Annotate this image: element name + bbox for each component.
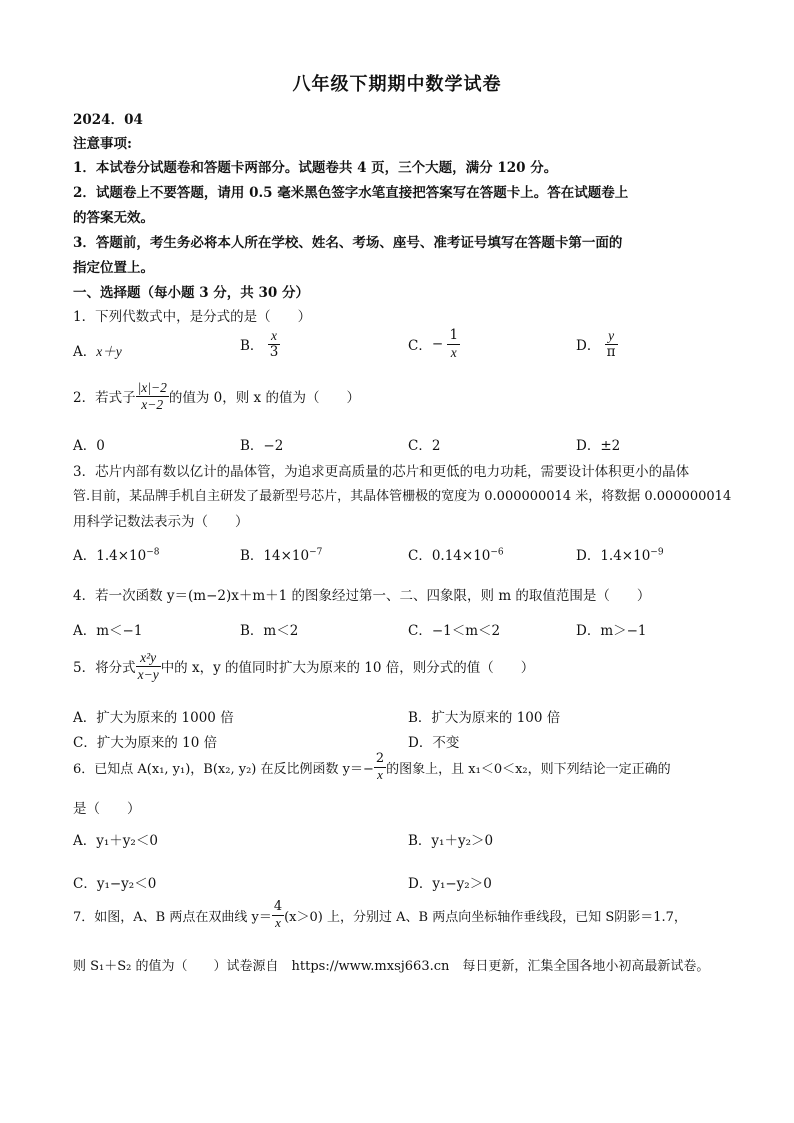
q4-option-c: C．−1＜m＜2	[408, 623, 501, 639]
notice-item-2: 2．试题卷上不要答题，请用 0.5 毫米黑色签字水笔直接把答案写在答题卡上。答在试题卷上	[73, 185, 629, 201]
q6-option-a: A．y₁＋y₂＜0	[73, 833, 158, 849]
q3-option-d: D．$1.4\times 10^{-9}$	[576, 547, 664, 564]
page-title: 八年级下期期中数学试卷	[292, 74, 502, 95]
q3-stem-line-3: 用科学记数法表示为（ ）	[73, 514, 249, 530]
q4-stem: 4．若一次函数 y＝(m−2)x＋m＋1 的图象经过第一、二、四象限，则 m 的取值范围是（ ）	[73, 588, 651, 604]
q7-stem: 7．如图，A、B 两点在双曲线 y＝ $\frac{4}{x}$ (x＞0) 上，分别过 A、B 两点向坐标轴作垂线段，已知 S阴影＝1.7，	[73, 899, 687, 930]
q3-option-a: A．$1.4\times 10^{-8}$	[73, 547, 160, 564]
notice-item-2-cont: 的答案无效。	[73, 210, 154, 226]
q1-option-d: D． $\frac{y}{\pi}$	[576, 328, 616, 360]
q3-option-c: C．$0.14\times 10^{-6}$	[408, 547, 504, 564]
q4-option-b: B．m＜2	[240, 623, 299, 639]
q3-stem-line-2: 管.目前，某品牌手机自主研发了最新型号芯片，其晶体管栅极的宽度为 0.000000014 米，将数据 0.000000014	[73, 489, 732, 504]
notice-item-1: 1．本试卷分试题卷和答题卡两部分。试题卷共 4 页，三个大题，满分 120 分。	[73, 160, 558, 176]
q2-stem: 2．若式子 $\frac{|x|-2}{x-2}$ 的值为 0，则 x 的值为（ ）	[73, 380, 360, 412]
notice-item-3: 3．答题前，考生务必将本人所在学校、姓名、考场、座号、准考证号填写在答题卡第一面的	[73, 235, 623, 251]
q2-option-d: D．±2	[576, 438, 621, 454]
q2-option-b: B．−2	[240, 438, 284, 454]
q4-option-a: A．m＜−1	[73, 623, 143, 639]
q2-option-a: A．0	[73, 438, 105, 454]
q5-option-c: C．扩大为原来的 10 倍	[73, 735, 218, 751]
q1-stem: 1．下列代数式中，是分式的是（ ）	[73, 309, 312, 325]
q6-stem-line-2: 是（ ）	[73, 801, 141, 817]
q6-option-b: B．y₁＋y₂＞0	[408, 833, 494, 849]
notice-heading: 注意事项:	[73, 136, 132, 152]
q3-stem-line-1: 3．芯片内部有数以亿计的晶体管，为追求更高质量的芯片和更低的电力功耗，需要设计体积更小的晶体	[73, 464, 690, 480]
q7-stem-line-2: 则 S₁＋S₂ 的值为（ ）试卷源自 https://www.mxsj663.cn 每日更新，汇集全国各地小初高最新试卷。	[73, 959, 710, 974]
notice-item-3-cont: 指定位置上。	[73, 260, 154, 276]
q5-option-d: D．不变	[408, 735, 460, 751]
q1-option-b: B． $\frac{x}{3}$	[240, 328, 279, 360]
q5-stem: 5．将分式 $\frac{\text{x²y}}{x-y}$ 中的 x，y 的值同时扩大为原来的 10 倍，则分式的值（ ）	[73, 650, 535, 682]
q1-option-c: C．− $\frac{1}{x}$	[408, 327, 459, 360]
q2-option-c: C．2	[408, 438, 441, 454]
q4-option-d: D．m＞−1	[576, 623, 647, 639]
exam-date: 2024．04	[73, 112, 143, 128]
section-heading: 一、选择题（每小题 3 分，共 30 分）	[73, 285, 309, 301]
q5-option-a: A．扩大为原来的 1000 倍	[73, 710, 234, 726]
q3-option-b: B．$14\times 10^{-7}$	[240, 547, 323, 564]
q5-option-b: B．扩大为原来的 100 倍	[408, 710, 561, 726]
q6-stem: 6．已知点 A(x₁, y₁)，B(x₂, y₂) 在反比例函数 y＝− $\frac{2}{x}$ 的图象上，且 x₁＜0＜x₂，则下列结论一定正确的	[73, 751, 671, 782]
q6-option-c: C．y₁−y₂＜0	[73, 876, 157, 892]
q1-option-a: A．x＋y	[73, 344, 122, 360]
q6-option-d: D．y₁−y₂＞0	[408, 876, 492, 892]
